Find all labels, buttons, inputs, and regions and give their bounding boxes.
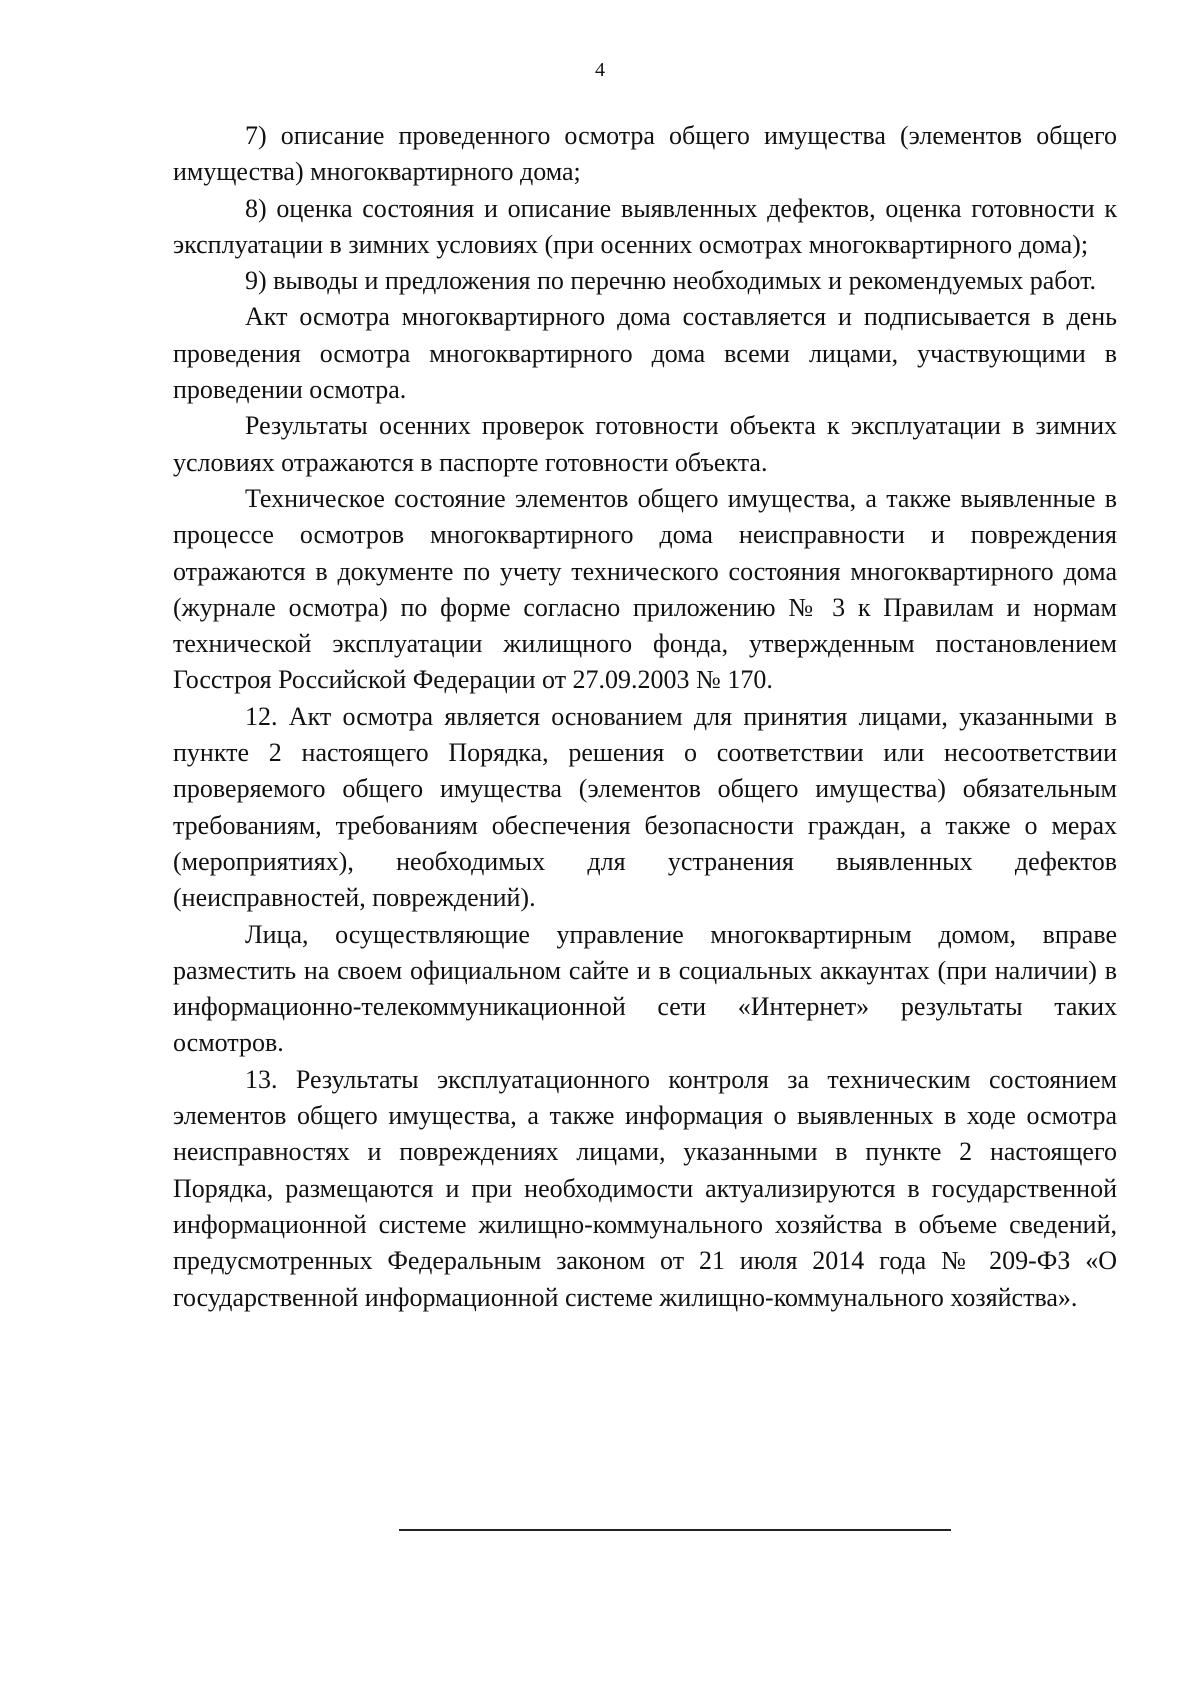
paragraph-autumn-results: Результаты осенних проверок готовности объекта к эксплуатации в зимних условиях отражаются в паспорте готовности объекта. <box>173 411 1117 477</box>
paragraph-item-9: 9) выводы и предложения по перечню необходимых и рекомендуемых работ. <box>245 266 1097 296</box>
paragraph-clause-13: 13. Результаты эксплуатационного контроля за техническим состоянием элементов общего имущества, а также информация о выявленных в ходе осмотра неисправностях и повреждениях лицами, указанными в пункте 2 настоящего Порядка, размещаются и при необходимости актуализируются в государственной информационной системе жилищно-коммунального хозяйства в объеме сведений, предусмотренных Федеральным законом от 21 июля 2014 года № 209-ФЗ «О государственной информационной системе жилищно-коммунального хозяйства». <box>173 1064 1117 1312</box>
document-body <box>173 118 1117 1316</box>
paragraph-clause-12: 12. Акт осмотра является основанием для принятия лицами, указанными в пункте 2 настоящего Порядка, решения о соответствии или несоответствии проверяемого общего имущества (элементов общего имущества) обязательным требованиям, требованиям обеспечения безопасности граждан, а также о мерах (мероприятиях), необходимых для устранения выявленных дефектов (неисправностей, повреждений). <box>173 701 1117 913</box>
page-number: 4 <box>595 59 605 81</box>
paragraph-publication: Лица, осуществляющие управление многоквартирным домом, вправе разместить на своем официальном сайте и в социальных аккаунтах (при наличии) в информационно-телекоммуникационной сети «Интернет» результаты таких осмотров. <box>173 919 1117 1058</box>
end-of-document-rule <box>399 1529 951 1531</box>
paragraph-item-7: 7) описание проведенного осмотра общего имущества (элементов общего имущества) многоквартирного дома; <box>173 121 1117 187</box>
paragraph-inspection-act: Акт осмотра многоквартирного дома составляется и подписывается в день проведения осмотра многоквартирного дома всеми лицами, участвующими в проведении осмотра. <box>173 302 1117 405</box>
paragraph-technical-state: Техническое состояние элементов общего имущества, а также выявленные в процессе осмотров многоквартирного дома неисправности и повреждения отражаются в документе по учету технического состояния многоквартирного дома (журнале осмотра) по форме согласно приложению № 3 к Правилам и нормам технической эксплуатации жилищного фонда, утвержденным постановлением Госстроя Российской Федерации от 27.09.2003 № 170. <box>173 483 1117 695</box>
paragraph-item-8: 8) оценка состояния и описание выявленных дефектов, оценка готовности к эксплуатации в зимних условиях (при осенних осмотрах многоквартирного дома); <box>173 193 1117 259</box>
